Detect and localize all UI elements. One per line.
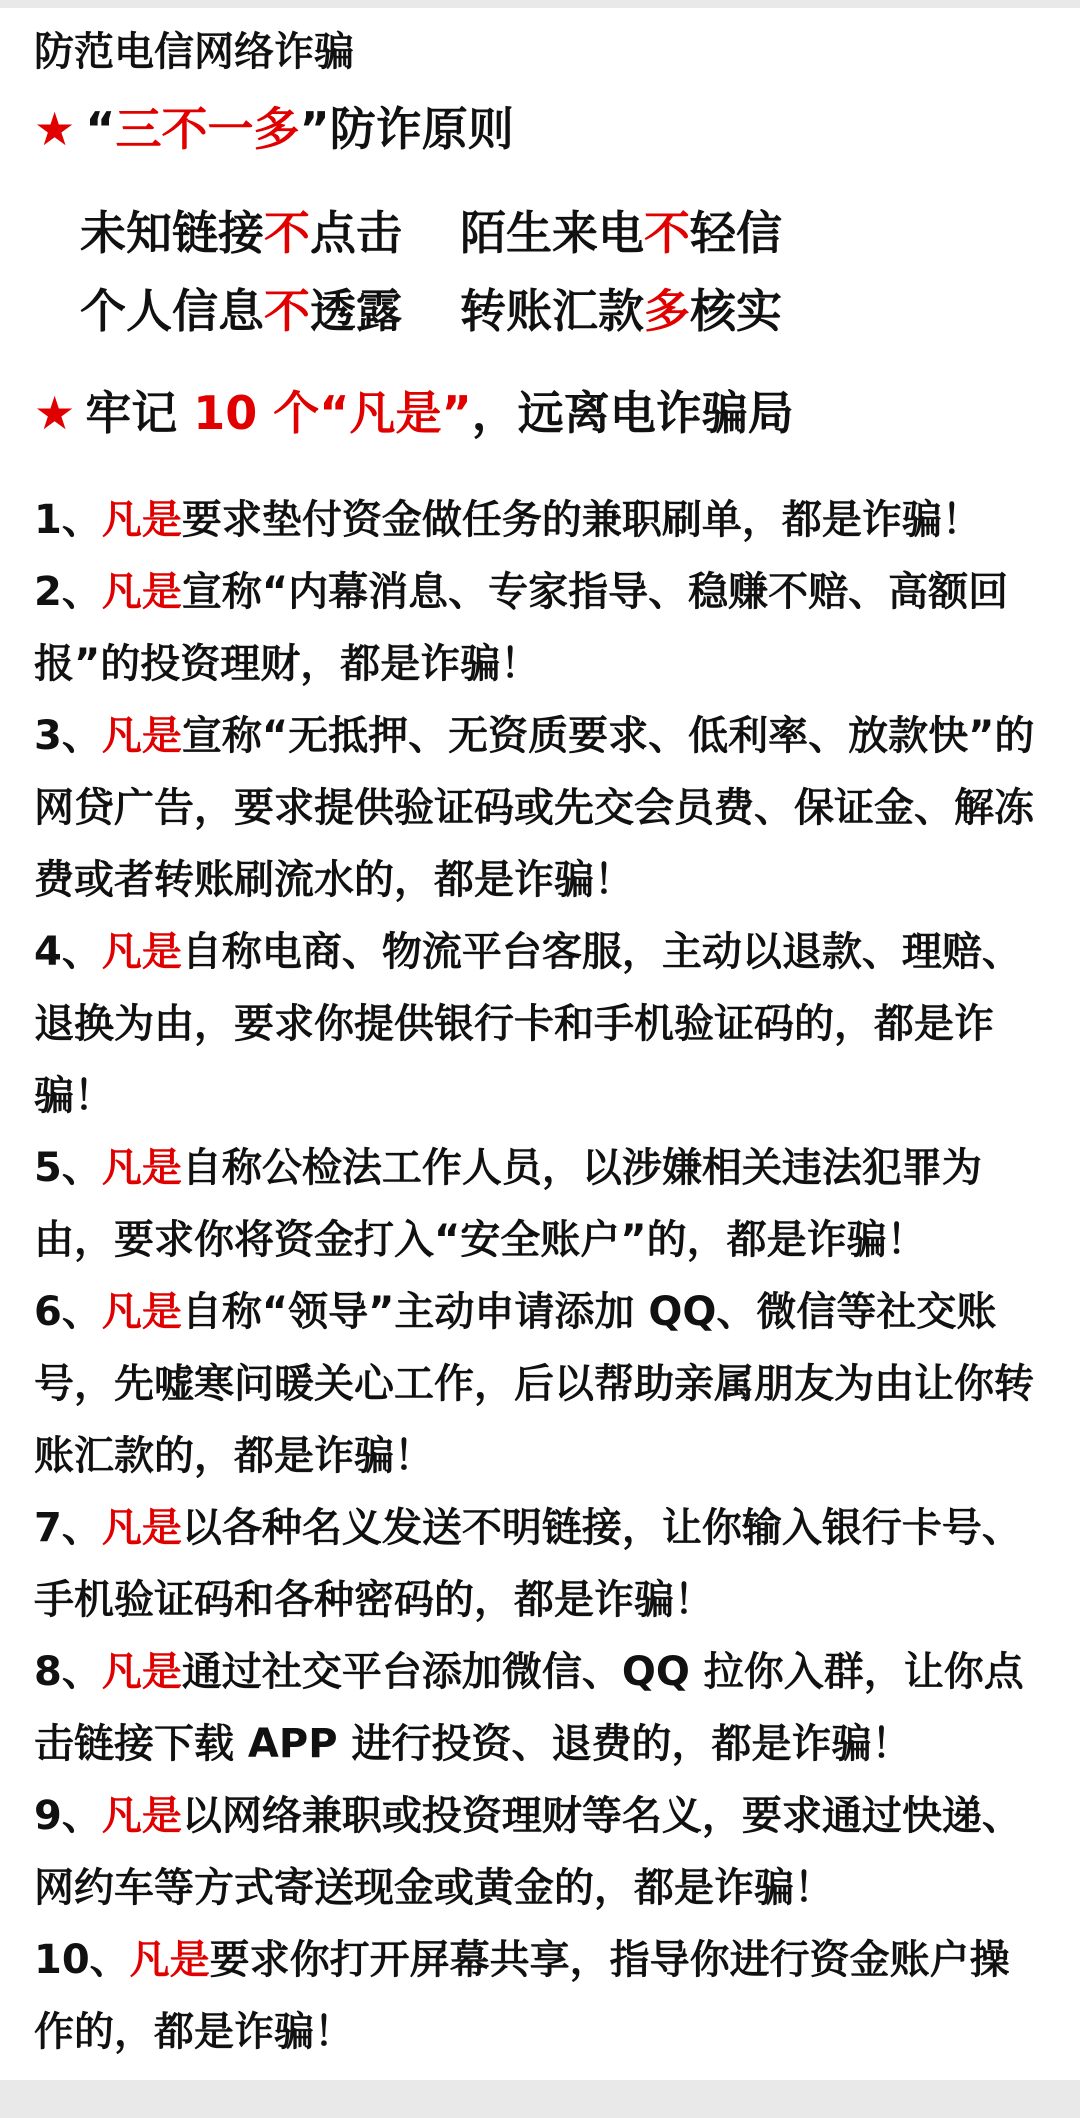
rule-item: 5、凡是自称公检法工作人员，以涉嫌相关违法犯罪为由，要求你将资金打入“安全账户”的，都是诈骗！ [34, 1145, 982, 1263]
principle-row [80, 272, 840, 350]
principle-highlight: 三不一多 [115, 102, 300, 156]
rule-item: 8、凡是通过社交平台添加微信、QQ 拉你入群，让你点击链接下载 APP 进行投资、退费的，都是诈骗！ [34, 1649, 1024, 1767]
principle-quote-open: “ [85, 102, 116, 156]
star-icon: ★ [34, 102, 76, 156]
rule-item: 10、凡是要求你打开屏幕共享，指导你进行资金账户操作的，都是诈骗！ [34, 1937, 1010, 2055]
principle-heading [34, 94, 514, 164]
rule-item: 1、凡是要求垫付资金做任务的兼职刷单，都是诈骗！ [34, 497, 982, 543]
rules-list [34, 484, 1046, 2068]
rule-item: 7、凡是以各种名义发送不明链接，让你输入银行卡号、手机验证码和各种密码的，都是诈骗！ [34, 1505, 1022, 1623]
principle-item: 未知链接不点击 [80, 206, 402, 260]
principle-quote-close: ” [299, 102, 330, 156]
document-page [0, 8, 1080, 2080]
rules-heading-pre: 牢记 [85, 386, 194, 440]
rule-item: 9、凡是以网络兼职或投资理财等名义，要求通过快递、网约车等方式寄送现金或黄金的，都是诈骗！ [34, 1793, 1022, 1911]
page-title: 防范电信网络诈骗 [34, 29, 354, 75]
principle-heading-rest: 防诈原则 [329, 102, 514, 156]
principle-item: 转账汇款多核实 [460, 284, 782, 338]
rule-item: 6、凡是自称“领导”主动申请添加 QQ、微信等社交账号，先嘘寒问暖关心工作，后以帮助亲属朋友为由让你转账汇款的，都是诈骗！ [34, 1289, 1034, 1479]
rules-heading-highlight: 10 个“凡是” [193, 386, 472, 440]
star-icon: ★ [34, 386, 76, 440]
principle-list [80, 194, 840, 350]
rule-item: 3、凡是宣称“无抵押、无资质要求、低利率、放款快”的网贷广告，要求提供验证码或先交会员费、保证金、解冻费或者转账刷流水的，都是诈骗！ [34, 713, 1035, 903]
principle-item: 个人信息不透露 [80, 284, 402, 338]
principle-row [80, 194, 840, 272]
rule-item: 4、凡是自称电商、物流平台客服，主动以退款、理赔、退换为由，要求你提供银行卡和手机验证码的，都是诈骗！ [34, 929, 1022, 1119]
rule-item: 2、凡是宣称“内幕消息、专家指导、稳赚不赔、高额回报”的投资理财，都是诈骗！ [34, 569, 1009, 687]
rules-heading-post: ，远离电诈骗局 [471, 386, 794, 440]
principle-item: 陌生来电不轻信 [460, 206, 782, 260]
rules-heading [34, 378, 794, 448]
